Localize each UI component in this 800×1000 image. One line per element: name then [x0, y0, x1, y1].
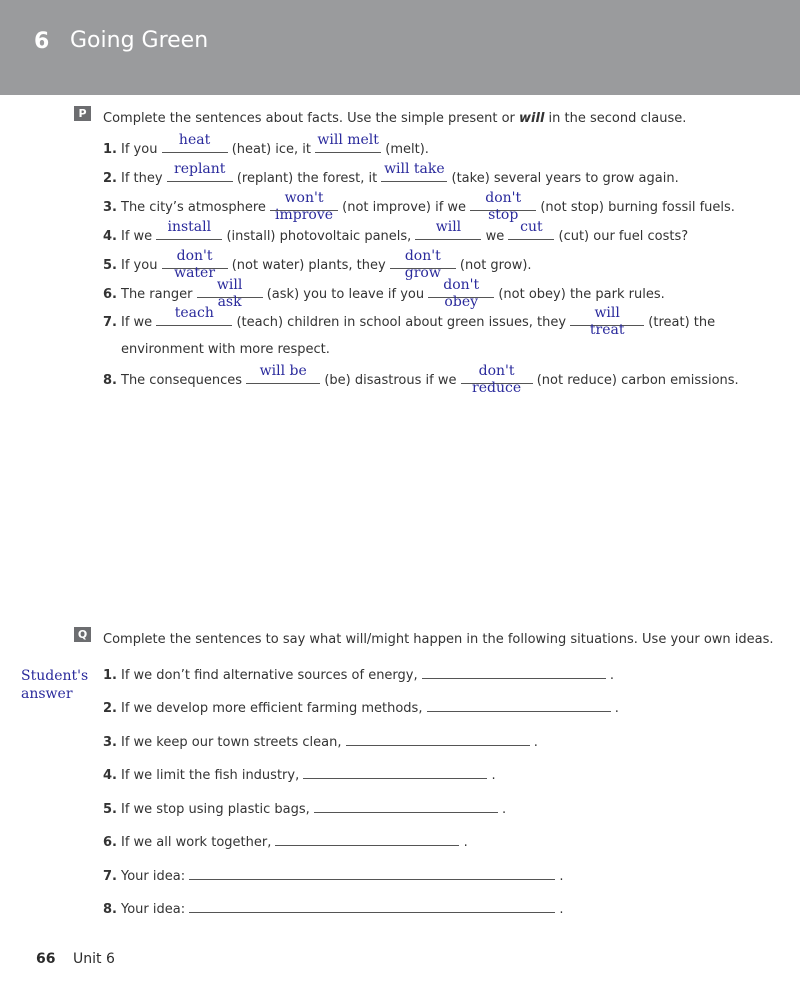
answer-blank[interactable]: will treat — [570, 313, 644, 326]
exercise-item: 8. Your idea: . — [103, 902, 564, 917]
exercise-item: 3. If we keep our town streets clean, . — [103, 735, 538, 750]
exercise-item: 8. The consequences will be (be) disastrous if we don't reduce (not reduce) carbon emissions. — [103, 363, 739, 396]
exercise-item: 4. If we install (install) photovoltaic panels, will we cut (cut) our fuel costs? — [103, 219, 689, 244]
answer-line[interactable] — [427, 699, 611, 712]
exercise-item: 3. The city’s atmosphere won't improve (not improve) if we don't stop (not stop) burning fossil fuels. — [103, 190, 735, 223]
exercise-item: 5. If we stop using plastic bags, . — [103, 802, 507, 817]
answer-blank[interactable]: teach — [156, 313, 232, 326]
unit-title: Going Green — [70, 28, 209, 53]
page-number: 66 — [36, 951, 56, 967]
answer-blank[interactable]: will take — [381, 169, 447, 182]
answer-blank[interactable]: won't improve — [270, 198, 338, 211]
answer-blank[interactable]: don't reduce — [461, 371, 533, 384]
exercise-item: 1. If we don’t find alternative sources of energy, . — [103, 668, 615, 683]
answer-blank[interactable]: will be — [246, 371, 320, 384]
section-p-instruction: Complete the sentences about facts. Use the simple present or will in the second clause. — [103, 111, 687, 126]
answer-blank[interactable]: will — [415, 227, 481, 240]
section-q-badge: Q — [74, 627, 91, 642]
answer-blank[interactable]: cut — [508, 227, 554, 240]
exercise-item-continuation: environment with more respect. — [121, 342, 330, 357]
answer-line[interactable] — [314, 800, 498, 813]
answer-blank[interactable]: don't water — [162, 256, 228, 269]
answer-blank[interactable]: install — [156, 227, 222, 240]
answer-blank[interactable]: don't obey — [428, 285, 494, 298]
exercise-item: 7. Your idea: . — [103, 869, 564, 884]
exercise-item: 7. If we teach (teach) children in school about green issues, they will treat (treat) the — [103, 305, 716, 338]
student-answer-note: Student's answer — [21, 668, 89, 702]
footer-unit-label: Unit 6 — [73, 951, 115, 967]
answer-line[interactable] — [275, 833, 459, 846]
exercise-item: 5. If you don't water (not water) plants, they don't grow (not grow). — [103, 248, 532, 281]
answer-blank[interactable]: heat — [162, 140, 228, 153]
section-q-instruction: Complete the sentences to say what will/might happen in the following situations. Use your own ideas. — [103, 632, 774, 647]
exercise-item: 1. If you heat (heat) ice, it will melt (melt). — [103, 132, 429, 157]
answer-blank[interactable]: don't stop — [470, 198, 536, 211]
exercise-item: 6. If we all work together, . — [103, 835, 468, 850]
exercise-item: 4. If we limit the fish industry, . — [103, 768, 496, 783]
answer-line[interactable] — [189, 900, 555, 913]
unit-header — [0, 0, 800, 95]
answer-line[interactable] — [422, 666, 606, 679]
answer-line[interactable] — [303, 766, 487, 779]
answer-blank[interactable]: will melt — [315, 140, 381, 153]
section-p-badge: P — [74, 106, 91, 121]
exercise-item: 6. The ranger will ask (ask) you to leave if you don't obey (not obey) the park rules. — [103, 277, 665, 310]
exercise-item: 2. If we develop more efficient farming methods, . — [103, 701, 619, 716]
answer-blank[interactable]: will ask — [197, 285, 263, 298]
answer-blank[interactable]: replant — [167, 169, 233, 182]
unit-number: 6 — [34, 29, 50, 54]
exercise-item: 2. If they replant (replant) the forest, it will take (take) several years to grow again. — [103, 161, 679, 186]
answer-line[interactable] — [189, 867, 555, 880]
answer-blank[interactable]: don't grow — [390, 256, 456, 269]
answer-line[interactable] — [346, 733, 530, 746]
